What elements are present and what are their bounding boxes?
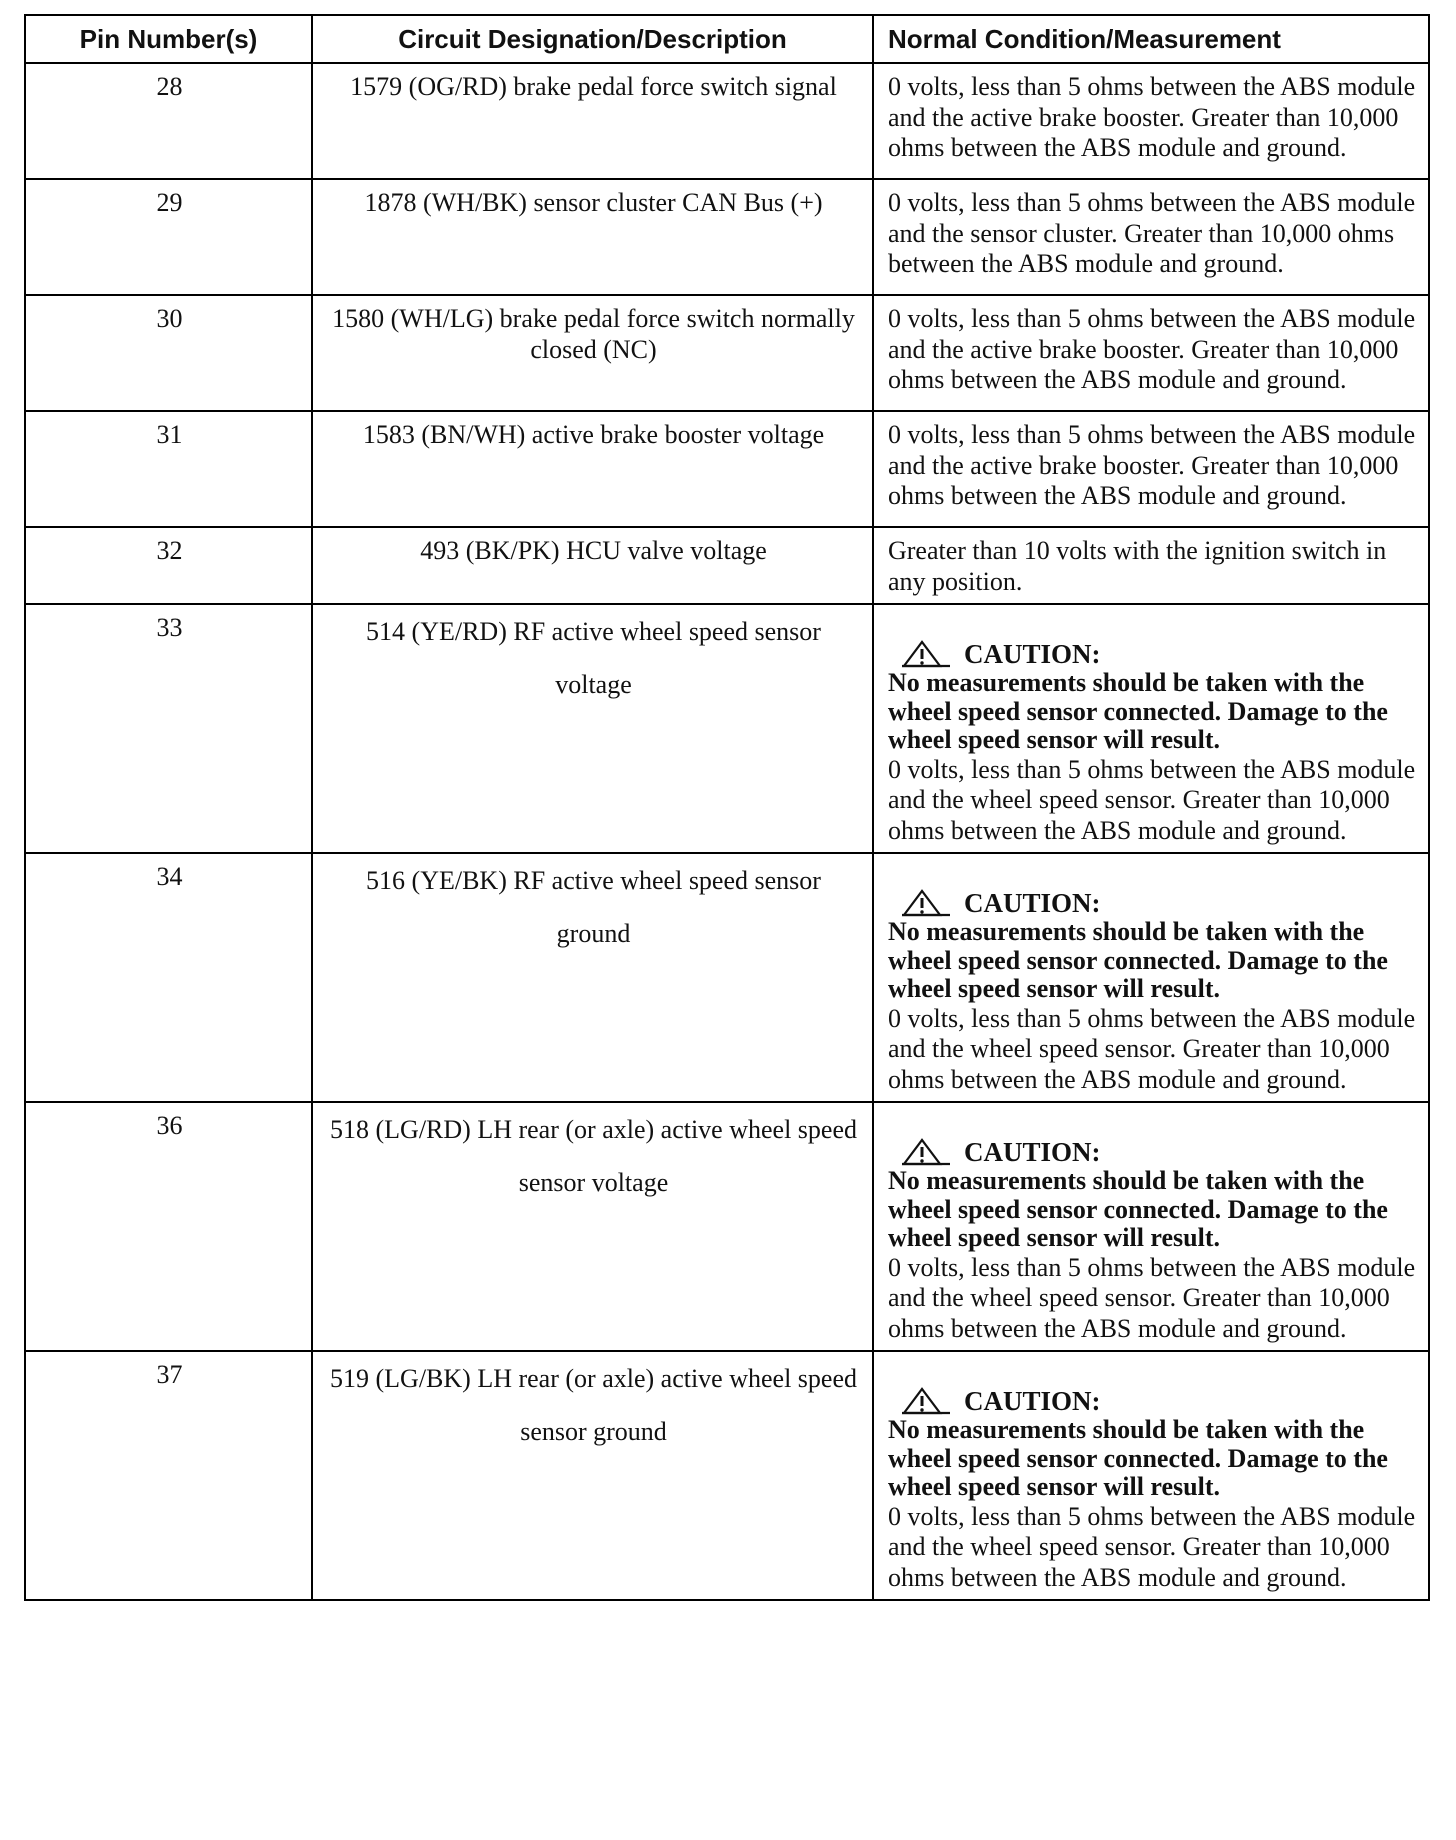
caution-label: CAUTION: <box>964 888 1101 918</box>
header-pin-numbers: Pin Number(s) <box>25 15 312 63</box>
warning-triangle-icon <box>900 1386 952 1416</box>
table-row <box>25 411 1429 527</box>
table-row <box>25 179 1429 295</box>
pin-number: 33 <box>25 604 312 853</box>
circuit-description: 493 (BK/PK) HCU valve voltage <box>312 527 873 604</box>
pin-number: 34 <box>25 853 312 1102</box>
warning-triangle-icon <box>900 888 952 918</box>
caution-text: No measurements should be taken with the wheel speed sensor connected. Damage to the wheel speed sensor will result. <box>888 1166 1388 1252</box>
caution-heading <box>888 1137 1416 1167</box>
circuit-description: 519 (LG/BK) LH rear (or axle) active wheel speed sensor ground <box>312 1351 873 1600</box>
warning-triangle-icon <box>900 1137 952 1167</box>
condition-cell <box>873 604 1429 853</box>
condition-cell <box>873 1102 1429 1351</box>
caution-text: No measurements should be taken with the wheel speed sensor connected. Damage to the wheel speed sensor will result. <box>888 917 1388 1003</box>
table-header-row <box>25 15 1429 63</box>
circuit-description: 518 (LG/RD) LH rear (or axle) active wheel speed sensor voltage <box>312 1102 873 1351</box>
table-row <box>25 527 1429 604</box>
table-row <box>25 295 1429 411</box>
caution-label: CAUTION: <box>964 1386 1101 1416</box>
condition-text: Greater than 10 volts with the ignition switch in any position. <box>873 527 1429 604</box>
condition-cell <box>873 1351 1429 1600</box>
pin-table-page <box>24 14 1428 1601</box>
caution-heading <box>888 888 1416 918</box>
condition-text: 0 volts, less than 5 ohms between the ABS module and the wheel speed sensor. Greater than 10,000 ohms between the ABS module and ground. <box>888 1252 1416 1343</box>
condition-text: 0 volts, less than 5 ohms between the ABS module and the wheel speed sensor. Greater than 10,000 ohms between the ABS module and ground. <box>888 754 1416 845</box>
caution-label: CAUTION: <box>964 639 1101 669</box>
pin-table <box>24 14 1430 1601</box>
warning-triangle-icon <box>900 639 952 669</box>
caution-heading <box>888 1386 1416 1416</box>
caution-label: CAUTION: <box>964 1137 1101 1167</box>
pin-number: 36 <box>25 1102 312 1351</box>
circuit-description: 514 (YE/RD) RF active wheel speed sensor voltage <box>312 604 873 853</box>
caution-text: No measurements should be taken with the wheel speed sensor connected. Damage to the wheel speed sensor will result. <box>888 668 1388 754</box>
table-row <box>25 1351 1429 1600</box>
pin-number: 31 <box>25 411 312 527</box>
circuit-description: 1878 (WH/BK) sensor cluster CAN Bus (+) <box>312 179 873 295</box>
pin-number: 29 <box>25 179 312 295</box>
caution-text: No measurements should be taken with the wheel speed sensor connected. Damage to the wheel speed sensor will result. <box>888 1415 1388 1501</box>
condition-text: 0 volts, less than 5 ohms between the ABS module and the sensor cluster. Greater than 10,000 ohms between the ABS module and ground. <box>873 179 1429 295</box>
header-normal-condition: Normal Condition/Measurement <box>873 15 1429 63</box>
pin-number: 28 <box>25 63 312 179</box>
condition-text: 0 volts, less than 5 ohms between the ABS module and the active brake booster. Greater than 10,000 ohms between the ABS module and ground. <box>873 63 1429 179</box>
header-circuit-description: Circuit Designation/Description <box>312 15 873 63</box>
pin-number: 37 <box>25 1351 312 1600</box>
table-row <box>25 1102 1429 1351</box>
circuit-description: 516 (YE/BK) RF active wheel speed sensor ground <box>312 853 873 1102</box>
pin-number: 30 <box>25 295 312 411</box>
caution-heading <box>888 639 1416 669</box>
condition-text: 0 volts, less than 5 ohms between the ABS module and the active brake booster. Greater than 10,000 ohms between the ABS module and ground. <box>873 295 1429 411</box>
condition-text: 0 volts, less than 5 ohms between the ABS module and the wheel speed sensor. Greater than 10,000 ohms between the ABS module and ground. <box>888 1003 1416 1094</box>
circuit-description: 1579 (OG/RD) brake pedal force switch signal <box>312 63 873 179</box>
table-row <box>25 853 1429 1102</box>
table-row <box>25 63 1429 179</box>
condition-text: 0 volts, less than 5 ohms between the ABS module and the active brake booster. Greater than 10,000 ohms between the ABS module and ground. <box>873 411 1429 527</box>
condition-text: 0 volts, less than 5 ohms between the ABS module and the wheel speed sensor. Greater than 10,000 ohms between the ABS module and ground. <box>888 1501 1416 1592</box>
circuit-description: 1583 (BN/WH) active brake booster voltage <box>312 411 873 527</box>
table-row <box>25 604 1429 853</box>
condition-cell <box>873 853 1429 1102</box>
pin-number: 32 <box>25 527 312 604</box>
circuit-description: 1580 (WH/LG) brake pedal force switch normally closed (NC) <box>312 295 873 411</box>
